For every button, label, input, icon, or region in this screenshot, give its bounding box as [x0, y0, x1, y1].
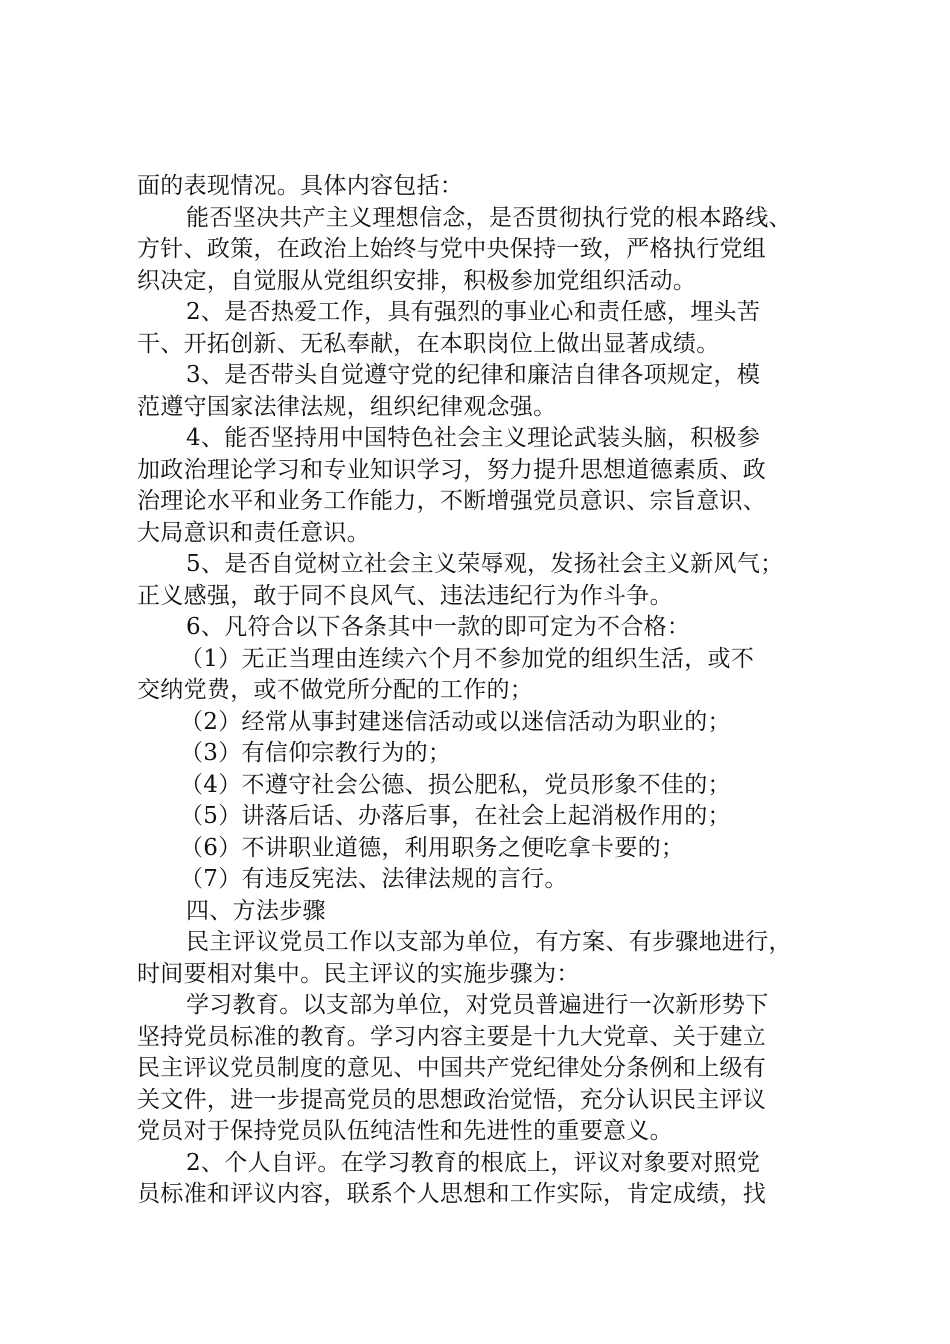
paragraph-line: 关文件，进一步提高党员的思想政治觉悟，充分认识民主评议	[137, 1087, 767, 1113]
paragraph-line: 大局意识和责任意识。	[137, 520, 370, 546]
paragraph-line: 6、凡符合以下各条其中一款的即可定为不合格：	[186, 614, 691, 640]
paragraph-line: 方针、政策，在政治上始终与党中央保持一致，严格执行党组	[137, 236, 767, 262]
paragraph-line: 5、是否自觉树立社会主义荣辱观，发扬社会主义新风气；	[186, 551, 784, 577]
paragraph-line: 3、是否带头自觉遵守党的纪律和廉洁自律各项规定，模	[186, 362, 761, 388]
paragraph-line: 治理论水平和业务工作能力，不断增强党员意识、宗旨意识、	[137, 488, 767, 514]
paragraph-line: 范遵守国家法律法规，组织纪律观念强。	[137, 394, 557, 420]
paragraph-line: 正义感强，敢于同不良风气、违法违纪行为作斗争。	[137, 583, 673, 609]
paragraph-line: （7）有违反宪法、法律法规的言行。	[180, 866, 568, 892]
paragraph-line: 面的表现情况。具体内容包括：	[137, 173, 464, 199]
paragraph-line: 4、能否坚持用中国特色社会主义理论武装头脑，积极参	[186, 425, 761, 451]
paragraph-line: （4）不遵守社会公德、损公肥私，党员形象不佳的；	[180, 772, 731, 798]
paragraph-line: （6）不讲职业道德，利用职务之便吃拿卡要的；	[180, 835, 685, 861]
section-heading: 四、方法步骤	[186, 898, 326, 924]
paragraph-line: 织决定，自觉服从党组织安排，积极参加党组织活动。	[137, 268, 697, 294]
paragraph-line: 民主评议党员工作以支部为单位，有方案、有步骤地进行，	[186, 929, 792, 955]
paragraph-line: 能否坚决共产主义理想信念，是否贯彻执行党的根本路线、	[186, 205, 792, 231]
paragraph-line: （1）无正当理由连续六个月不参加党的组织生活，或不	[180, 646, 755, 672]
paragraph-line: 学习教育。以支部为单位，对党员普遍进行一次新形势下	[186, 992, 769, 1018]
paragraph-line: （5）讲落后话、办落后事，在社会上起消极作用的；	[180, 803, 731, 829]
paragraph-line: 2、是否热爱工作，具有强烈的事业心和责任感，埋头苦	[186, 299, 761, 325]
paragraph-line: 时间要相对集中。民主评议的实施步骤为：	[137, 961, 580, 987]
paragraph-line: 干、开拓创新、无私奉献，在本职岗位上做出显著成绩。	[137, 331, 720, 357]
paragraph-line: 2、个人自评。在学习教育的根底上，评议对象要对照党	[186, 1150, 761, 1176]
paragraph-line: 员标准和评议内容，联系个人思想和工作实际，肯定成绩，找	[137, 1181, 767, 1207]
paragraph-line: 坚持党员标准的教育。学习内容主要是十九大党章、关于建立	[137, 1024, 767, 1050]
paragraph-line: 交纳党费，或不做党所分配的工作的；	[137, 677, 534, 703]
paragraph-line: （3）有信仰宗教行为的；	[180, 740, 452, 766]
paragraph-line: 党员对于保持党员队伍纯洁性和先进性的重要意义。	[137, 1118, 673, 1144]
paragraph-line: （2）经常从事封建迷信活动或以迷信活动为职业的；	[180, 709, 731, 735]
paragraph-line: 加政治理论学习和专业知识学习，努力提升思想道德素质、政	[137, 457, 767, 483]
paragraph-line: 民主评议党员制度的意见、中国共产党纪律处分条例和上级有	[137, 1055, 767, 1081]
